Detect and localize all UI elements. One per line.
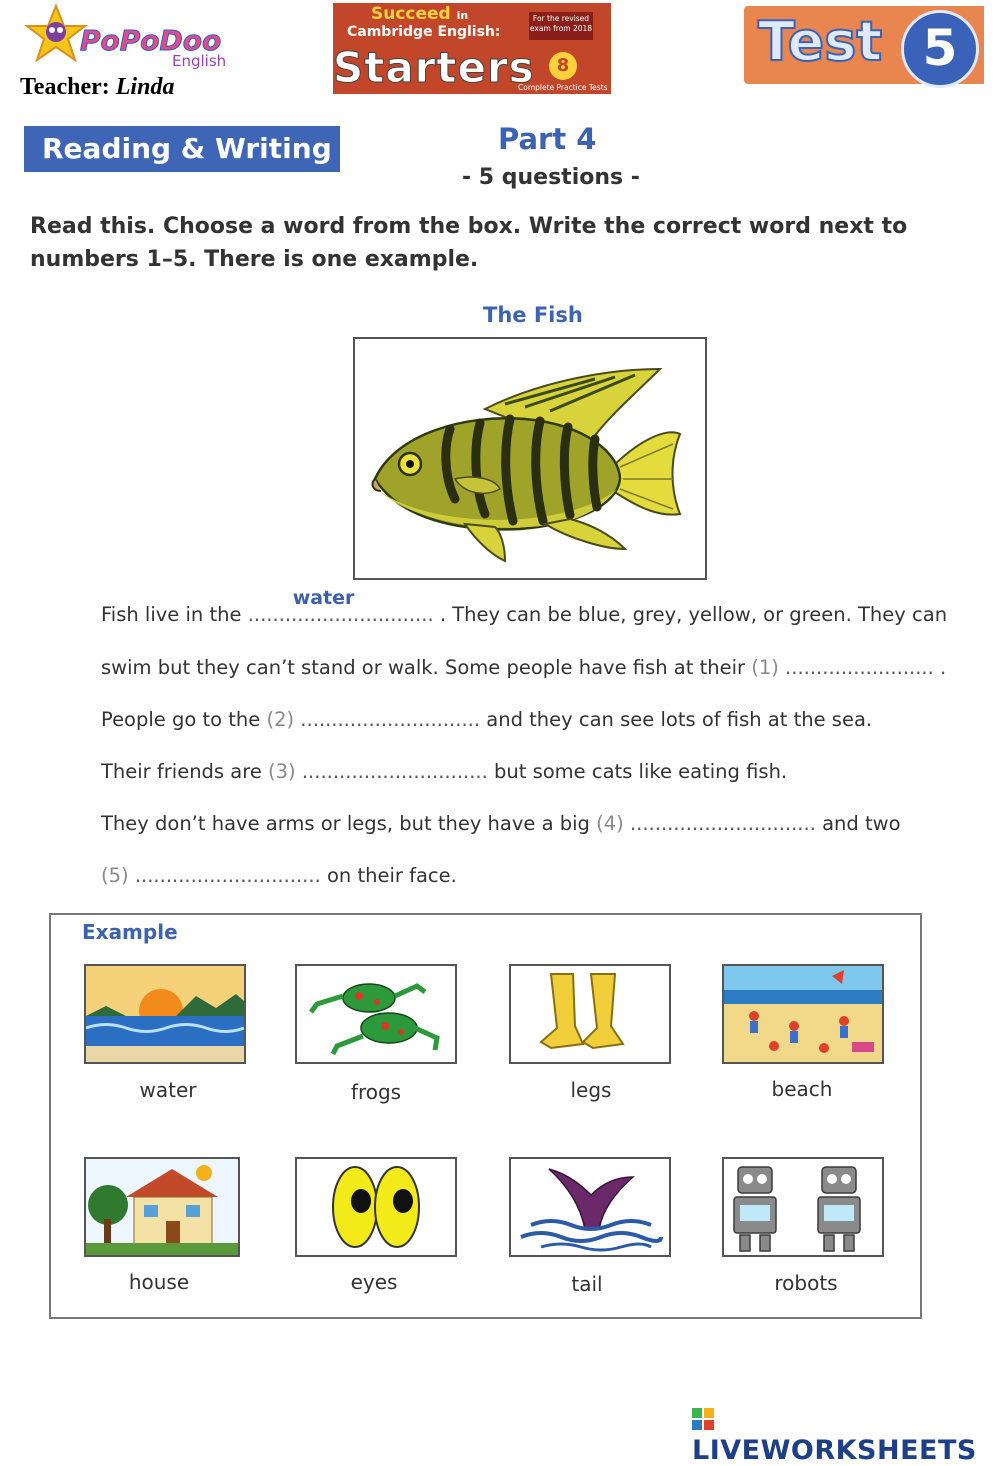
story-line-2: People go to the (2) ............................. and they can see lots of fish at the sea. — [101, 708, 873, 731]
fish-picture — [353, 337, 707, 580]
story-title: The Fish — [483, 303, 583, 327]
example-answer: .............................. water — [247, 587, 434, 626]
tail-icon — [511, 1159, 669, 1255]
word-card-frogs — [295, 964, 457, 1064]
word-label: tail — [571, 1272, 603, 1296]
word-label: robots — [774, 1271, 838, 1295]
answer-blank-4[interactable]: .............................. — [623, 812, 816, 835]
logo-name: PoPoDoo — [80, 24, 222, 57]
word-box-title: Example — [82, 920, 178, 944]
story-line-0: Fish live in the .............................. water . They can be blue, grey, yellow, or green. They can — [101, 587, 948, 626]
question-5-number: (5) — [101, 864, 129, 887]
word-card-beach — [722, 964, 884, 1064]
answer-blank-1[interactable]: ........................ . — [778, 656, 947, 679]
book-cover-banner: Succeed in Cambridge English: For the revised exam from 2018 Starters 8 Complete Practice Tests — [333, 3, 611, 94]
section-name: Reading & Writing — [24, 126, 340, 172]
word-label: frogs — [350, 1080, 402, 1104]
question-4-number: (4) — [596, 812, 624, 835]
robots-icon — [724, 1159, 882, 1255]
answer-blank-3[interactable]: .............................. — [295, 760, 488, 783]
word-label: beach — [771, 1077, 833, 1101]
word-card-eyes — [295, 1157, 457, 1257]
answer-blank-5[interactable]: .............................. — [128, 864, 321, 887]
liveworksheets-logo-icon — [692, 1408, 714, 1430]
word-label: eyes — [350, 1270, 398, 1294]
test-number-badge: 5 — [901, 10, 979, 88]
story-line-5: (5) .............................. on their face. — [101, 864, 457, 887]
word-card-water — [84, 964, 246, 1064]
liveworksheets-brand: LIVEWORKSHEETS — [692, 1404, 1000, 1466]
popodoo-logo — [22, 2, 227, 72]
question-3-number: (3) — [268, 760, 296, 783]
book-count-badge: 8 — [549, 52, 577, 80]
word-card-tail — [509, 1157, 671, 1257]
house-icon — [86, 1159, 238, 1255]
teacher-name: Linda — [115, 74, 175, 100]
story-line-4: They don’t have arms or legs, but they have a big (4) .............................. and two — [101, 812, 901, 835]
word-card-robots — [722, 1157, 884, 1257]
word-card-legs — [509, 964, 671, 1064]
test-banner: Test 5 — [744, 6, 984, 84]
story-line-1: swim but they can’t stand or walk. Some people have fish at their (1) ........................ . — [101, 656, 947, 679]
logo-subtitle: English — [172, 52, 227, 70]
beach-icon — [724, 966, 882, 1062]
question-1-number: (1) — [751, 656, 779, 679]
answer-blank-2[interactable]: ............................. — [294, 708, 481, 731]
water-icon — [86, 966, 244, 1062]
word-label: legs — [570, 1078, 612, 1102]
teacher-line: Teacher: Linda — [20, 74, 175, 100]
word-label: water — [139, 1078, 197, 1102]
part-title: Part 4 — [498, 122, 597, 156]
frogs-icon — [297, 966, 455, 1062]
question-count: - 5 questions - — [462, 165, 640, 190]
instructions: Read this. Choose a word from the box. Write the correct word next to numbers 1–5. There is one example. — [30, 214, 908, 272]
question-2-number: (2) — [266, 708, 295, 731]
legs-icon — [511, 966, 669, 1062]
word-card-house — [84, 1157, 240, 1257]
story-line-3: Their friends are (3) .............................. but some cats like eating fish. — [101, 760, 788, 783]
eyes-icon — [297, 1159, 455, 1255]
word-label: house — [128, 1270, 190, 1294]
fish-illustration-icon — [355, 339, 705, 578]
